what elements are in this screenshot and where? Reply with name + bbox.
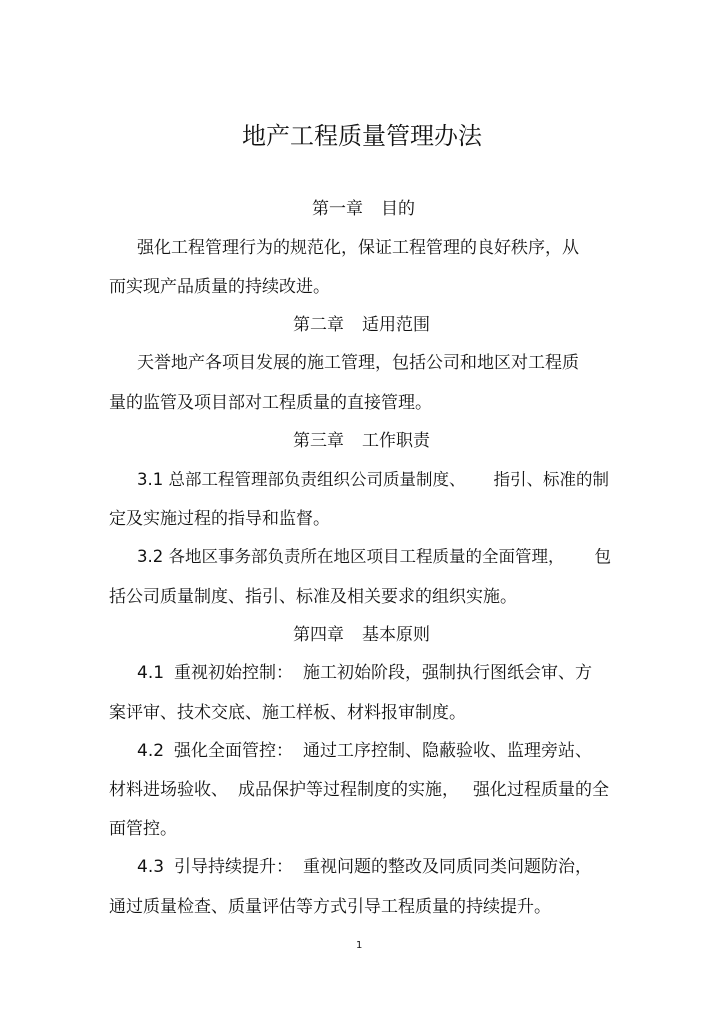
item-4-2-heading: 强化全面管控：	[174, 741, 294, 761]
paragraph-1-line-2: 而实现产品质量的持续改进。	[109, 277, 330, 297]
chapter-3-heading	[293, 430, 430, 452]
item-3-2-text-b: 包	[594, 547, 611, 566]
item-4-2-line-1	[137, 740, 592, 762]
item-4-2-text-a: 材料进场验收、	[109, 780, 228, 800]
item-4-2-line-2	[109, 779, 609, 801]
item-4-3-heading: 引导持续提升：	[174, 857, 294, 877]
item-4-2-line-3: 面管控。	[109, 819, 177, 839]
item-4-1-line-2: 案评审、技术交底、施工样板、材料报审制度。	[109, 703, 466, 723]
item-4-1-heading: 重视初始控制：	[174, 663, 294, 683]
item-4-2-text-b: 成品保护等过程制度的实施，	[238, 780, 459, 800]
item-3-2-text-a: 3.2 各地区事务部负责所在地区项目工程质量的全面管理，	[137, 547, 565, 566]
paragraph-1-line-1: 强化工程管理行为的规范化，保证工程管理的良好秩序，从	[137, 238, 579, 258]
chapter-4-name: 基本原则	[362, 625, 430, 645]
item-4-2-number: 4.2	[137, 741, 165, 761]
item-4-3-line-2: 通过质量检查、质量评估等方式引导工程质量的持续提升。	[109, 897, 551, 917]
item-3-1-text-b: 指引、标准的制	[493, 470, 609, 489]
paragraph-2-line-1: 天誉地产各项目发展的施工管理，包括公司和地区对工程质	[137, 353, 579, 373]
chapter-1-heading	[312, 198, 415, 220]
item-3-1-line-2: 定及实施过程的指导和监督。	[109, 509, 330, 529]
item-4-3-number: 4.3	[137, 857, 165, 877]
chapter-2-name: 适用范围	[362, 315, 430, 335]
item-3-2-line-2: 括公司质量制度、指引、标准及相关要求的组织实施。	[109, 587, 517, 607]
item-4-1-line-1	[137, 662, 592, 684]
item-4-2-text-c: 强化过程质量的全	[473, 780, 609, 800]
chapter-2-heading	[293, 314, 430, 336]
item-4-3-text: 重视问题的整改及同质同类问题防治，	[303, 857, 593, 877]
item-3-2-line-1	[137, 546, 611, 568]
item-3-1-line-1	[137, 469, 609, 491]
chapter-3-name: 工作职责	[362, 431, 430, 451]
page-number: 1	[356, 940, 363, 951]
item-3-1-text-a: 3.1 总部工程管理部负责组织公司质量制度、	[137, 470, 466, 489]
chapter-2-number: 第二章	[293, 315, 344, 335]
document-title: 地产工程质量管理办法	[242, 122, 482, 150]
chapter-1-number: 第一章	[312, 199, 363, 219]
item-4-1-text: 施工初始阶段，强制执行图纸会审、方	[303, 663, 593, 683]
item-4-1-number: 4.1	[137, 663, 165, 683]
chapter-4-number: 第四章	[293, 625, 344, 645]
chapter-3-number: 第三章	[293, 431, 344, 451]
item-4-3-line-1	[137, 856, 592, 878]
paragraph-2-line-2: 量的监管及项目部对工程质量的直接管理。	[109, 393, 432, 413]
chapter-4-heading	[293, 624, 430, 646]
item-4-2-text: 通过工序控制、隐蔽验收、监理旁站、	[303, 741, 593, 761]
chapter-1-name: 目的	[381, 199, 415, 219]
